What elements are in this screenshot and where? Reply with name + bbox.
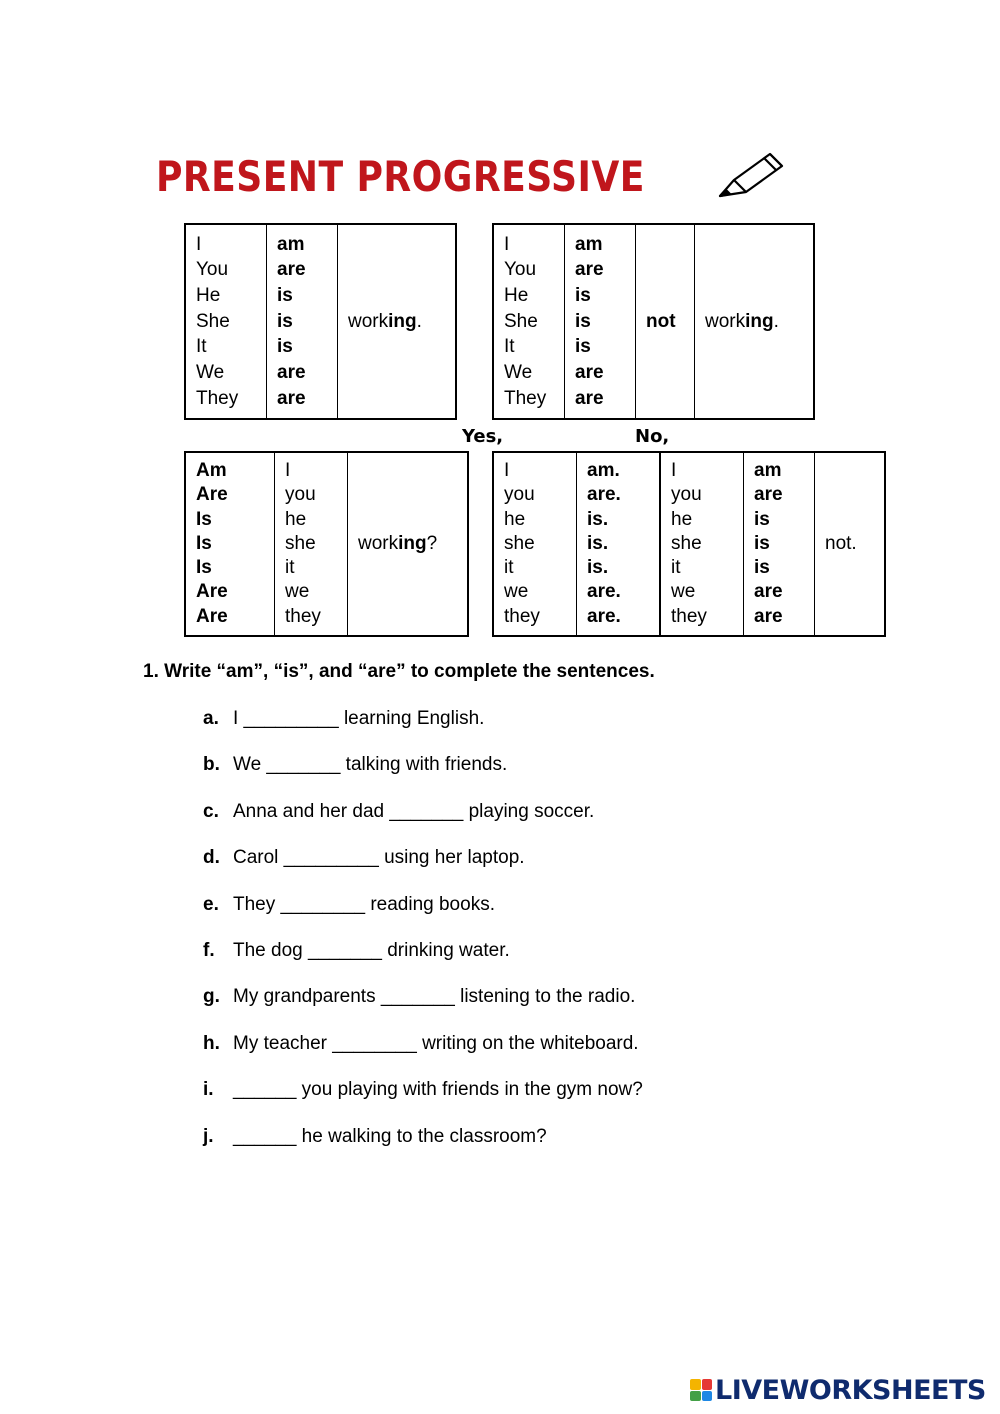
pronoun: We (504, 362, 533, 384)
logo-tile (690, 1391, 701, 1402)
pronoun: We (196, 362, 225, 384)
verb: are (754, 605, 783, 627)
pronoun: I (504, 233, 510, 255)
pronoun: they (285, 605, 321, 627)
pronoun: you (671, 484, 702, 506)
pronoun: it (504, 557, 514, 579)
pronoun: he (504, 508, 526, 530)
pronoun: You (504, 259, 537, 281)
pronoun: It (504, 336, 515, 358)
item-letter: b. (203, 754, 220, 776)
exercise-title: 1. Write “am”, “is”, and “are” to complete the sentences. (143, 661, 655, 682)
verb: are (277, 362, 306, 384)
item-text: We _______ talking with friends. (233, 754, 508, 776)
pronoun: it (671, 557, 681, 579)
item-letter: c. (203, 800, 219, 822)
pronoun: we (671, 581, 696, 603)
item-text: Anna and her dad _______ playing soccer. (233, 800, 595, 822)
pronoun: she (671, 532, 702, 554)
question-table (184, 451, 469, 637)
negative-pronouns (493, 224, 565, 419)
verb: are. (587, 581, 621, 603)
no-not: not. (815, 452, 886, 636)
verb: are (575, 259, 604, 281)
pronoun: you (285, 484, 316, 506)
verb: Are (196, 605, 228, 627)
pronoun: he (285, 508, 307, 530)
pronoun: They (196, 387, 239, 409)
exercise-item (203, 937, 643, 983)
affirmative-pronouns (185, 224, 267, 419)
pronoun: we (504, 581, 529, 603)
verb: is. (587, 557, 609, 579)
pronoun: They (504, 387, 547, 409)
liveworksheets-logo[interactable] (690, 1374, 986, 1406)
verb: are. (587, 605, 621, 627)
pronoun: I (196, 233, 202, 255)
short-answers-table (492, 451, 886, 637)
negative-table (492, 223, 815, 420)
affirmative-verbs (267, 224, 338, 419)
verb: is (754, 508, 770, 530)
pronoun: I (285, 460, 291, 482)
verb: am (575, 233, 603, 255)
exercise-item (203, 1123, 643, 1169)
verb: am (277, 233, 305, 255)
pronoun: he (671, 508, 693, 530)
exercise-item (203, 1030, 643, 1076)
verb: are (277, 259, 306, 281)
item-text: My teacher ________ writing on the whiteboard. (233, 1032, 639, 1054)
item-letter: g. (203, 986, 220, 1008)
verb: Is (196, 557, 212, 579)
pencil-icon (712, 146, 788, 206)
verb: Is (196, 532, 212, 554)
logo-tile (702, 1379, 713, 1390)
verb: are (754, 484, 783, 506)
pronoun: You (196, 259, 229, 281)
verb: is (754, 532, 770, 554)
item-letter: d. (203, 847, 220, 869)
verb: am. (587, 460, 620, 482)
item-text: They ________ reading books. (233, 893, 495, 915)
verb: is. (587, 532, 609, 554)
verb: is (277, 336, 293, 358)
pronoun: I (671, 460, 677, 482)
pronoun: we (285, 581, 310, 603)
verb: are (575, 362, 604, 384)
verb: is (575, 310, 591, 332)
verb: are (277, 387, 306, 409)
exercise-list (203, 705, 643, 1169)
no-label: No, (635, 426, 670, 447)
no-pronouns (660, 452, 744, 636)
yes-label: Yes, (462, 426, 504, 447)
logo-tiles-icon (690, 1379, 712, 1401)
exercise-item (203, 751, 643, 797)
exercise-item (203, 844, 643, 890)
verb: are. (587, 484, 621, 506)
exercise-item (203, 983, 643, 1029)
affirmative-ending: working. (338, 224, 457, 419)
item-letter: j. (203, 1125, 214, 1147)
pronoun: I (504, 460, 510, 482)
pronoun: He (196, 284, 221, 306)
verb: are (754, 581, 783, 603)
verb: Am (196, 460, 227, 482)
item-letter: e. (203, 893, 219, 915)
logo-tile (690, 1379, 701, 1390)
question-ending: working? (348, 452, 469, 636)
verb: am (754, 460, 782, 482)
exercise-item (203, 1076, 643, 1122)
item-text: I _________ learning English. (233, 708, 485, 729)
question-verbs (185, 452, 275, 636)
item-letter: h. (203, 1032, 220, 1054)
item-text: ______ you playing with friends in the gym now? (233, 1079, 643, 1101)
verb: is (575, 284, 591, 306)
item-text: ______ he walking to the classroom? (233, 1125, 547, 1147)
pronoun: It (196, 336, 207, 358)
logo-tile (702, 1391, 713, 1402)
exercise-item (203, 891, 643, 937)
pronoun: they (671, 605, 707, 627)
item-text: Carol _________ using her laptop. (233, 847, 525, 869)
pronoun: He (504, 284, 529, 306)
verb: are (575, 387, 604, 409)
item-text: My grandparents _______ listening to the radio. (233, 986, 636, 1008)
negative-not: not (636, 224, 695, 419)
exercise-item (203, 798, 643, 844)
verb: is (277, 284, 293, 306)
item-letter: i. (203, 1079, 214, 1101)
verb: is (754, 557, 770, 579)
pronoun: She (504, 310, 538, 332)
verb: Are (196, 581, 228, 603)
question-pronouns (275, 452, 348, 636)
pronoun: you (504, 484, 535, 506)
pronoun: she (504, 532, 535, 554)
logo-text: LIVEWORKSHEETS (715, 1374, 986, 1406)
yes-verbs (577, 452, 661, 636)
item-letter: f. (203, 939, 215, 961)
verb: is. (587, 508, 609, 530)
affirmative-table (184, 223, 457, 420)
verb: Is (196, 508, 212, 530)
item-letter: a. (203, 708, 219, 729)
negative-verbs (565, 224, 636, 419)
exercise-item (203, 705, 643, 751)
pronoun: She (196, 310, 230, 332)
negative-ending: working. (695, 224, 815, 419)
verb: Are (196, 484, 228, 506)
no-verbs (744, 452, 815, 636)
pronoun: they (504, 605, 540, 627)
item-text: The dog _______ drinking water. (233, 939, 510, 961)
pronoun: she (285, 532, 316, 554)
pronoun: it (285, 557, 295, 579)
page-title: PRESENT PROGRESSIVE (156, 152, 645, 201)
verb: is (575, 336, 591, 358)
yes-pronouns (493, 452, 577, 636)
verb: is (277, 310, 293, 332)
